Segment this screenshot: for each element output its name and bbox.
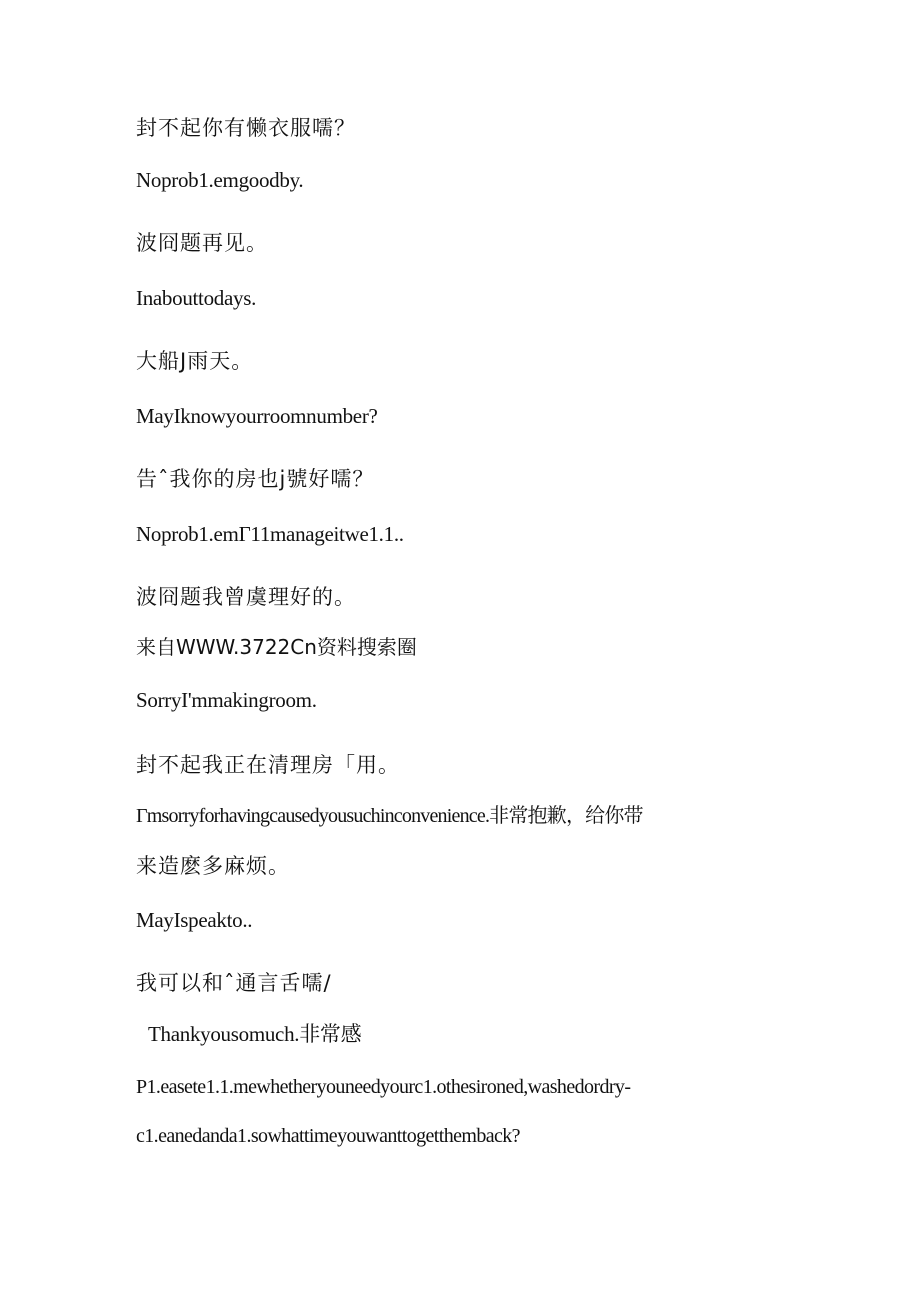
text-line: SorryI'mmakingroom. <box>136 688 317 712</box>
text-line: Noprob1.emΓ11manageitwe1.1.. <box>136 522 404 546</box>
text-line: Γmsorryforhavingcausedyousuchinconvenience.非常抱歉，给你带 <box>136 805 643 827</box>
text-line: 波冏题再见。 <box>136 231 268 255</box>
text-line: 我可以和ˆ通言舌嚅/ <box>136 971 332 995</box>
text-line: 告ˆ我你的房也j號好嚅？ <box>136 467 375 491</box>
text-line: MayIknowyourroomnumber? <box>136 404 378 428</box>
text-line: Noprob1.emgoodby. <box>136 168 304 192</box>
text-line: MayIspeakto.. <box>136 908 253 932</box>
text-line: 大船J雨天。 <box>136 349 254 373</box>
text-line: Thankyousomuch.非常感 <box>148 1022 362 1046</box>
text-line: 来造麽多麻烦。 <box>136 854 290 878</box>
text-line: 波冏题我曾虞理好的。 <box>136 585 356 609</box>
text-line: c1.eanedanda1.sowhattimeyouwanttogetthemback? <box>136 1125 520 1147</box>
text-line: 封不起我正在清理房「用。 <box>136 753 400 777</box>
text-line: P1.easete1.1.mewhetheryouneedyourc1.othesironed,washedordry- <box>136 1076 631 1098</box>
text-line: Inabouttodays. <box>136 286 257 310</box>
text-line: 来自WWW.3722Cn资料搜索圈 <box>136 635 417 659</box>
text-line: 封不起你有懒衣服嚅？ <box>136 116 356 140</box>
